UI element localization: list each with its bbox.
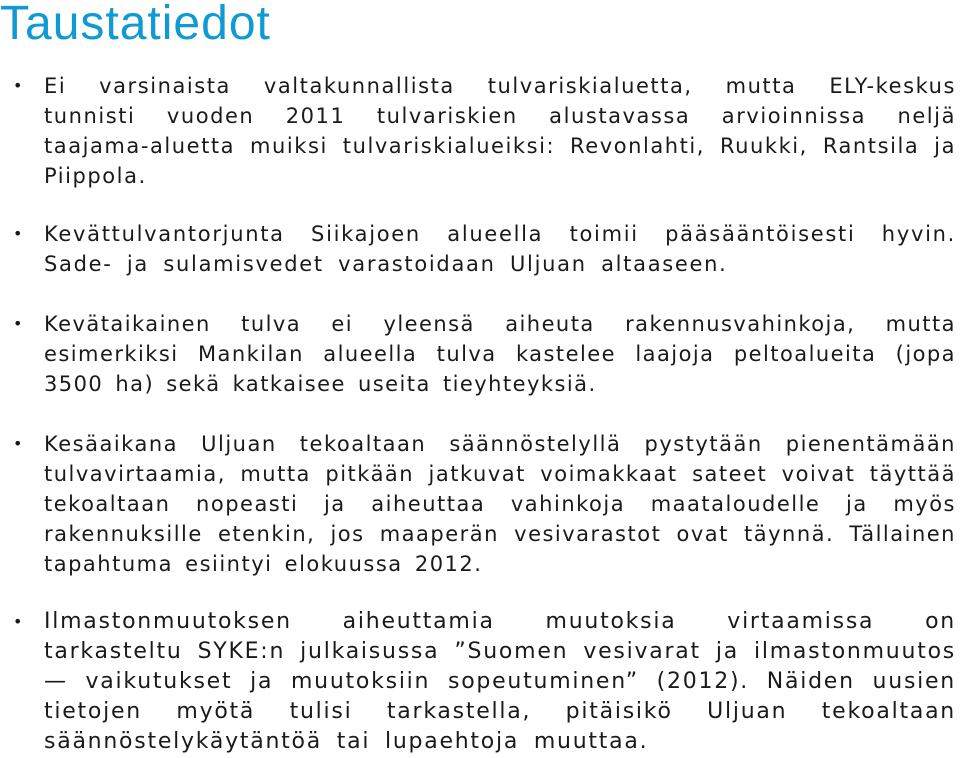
- bullet-dot-icon: •: [13, 76, 24, 95]
- bullet-item: [13, 71, 956, 191]
- bullet-dot-icon: •: [13, 434, 24, 453]
- bullet-text: Ei varsinaista valtakunnallista tulvariskialuetta, mutta ELY-keskus tunnisti vuoden 2011 tulvariskien alustavassa arvioinnissa neljä taajama-aluetta muiksi tulvariskialueiksi: Revonlahti, Ruukki, Rantsila ja Piippola.: [44, 74, 956, 188]
- bullet-text: Kevätaikainen tulva ei yleensä aiheuta rakennusvahinkoja, mutta esimerkiksi Mankilan alueella tulva kastelee laajoja peltoalueita (jopa 3500 ha) sekä katkaisee useita tieyhteyksiä.: [44, 312, 956, 396]
- bullet-text: Kevättulvantorjunta Siikajoen alueella toimii pääsääntöisesti hyvin. Sade- ja sulamisvedet varastoidaan Uljuan altaaseen.: [44, 222, 956, 276]
- bullet-item: [13, 429, 956, 579]
- bullet-item: [13, 607, 956, 757]
- bullet-dot-icon: •: [13, 314, 24, 333]
- bullet-text: Kesäaikana Uljuan tekoaltaan säännöstelyllä pystytään pienentämään tulvavirtaamia, mutta pitkään jatkuvat voimakkaat sateet voivat täyttää tekoaltaan nopeasti ja aiheuttaa vahinkoja maataloudelle ja myös rakennuksille etenkin, jos maaperän vesivarastot ovat täynnä. Tällainen tapahtuma esiintyi elokuussa 2012.: [44, 432, 956, 576]
- bullet-dot-icon: •: [13, 612, 25, 631]
- page-title: Taustatiedot: [0, 0, 271, 50]
- bullet-item: [13, 219, 956, 279]
- bullet-item: [13, 309, 956, 399]
- bullet-dot-icon: •: [13, 224, 25, 243]
- bullet-text: Ilmastonmuutoksen aiheuttamia muutoksia virtaamissa on tarkasteltu SYKE:n julkaisussa ”Suomen vesivarat ja ilmastonmuutos — vaikutukset ja muutoksiin sopeutuminen” (2012). Näiden uusien tietojen myötä tulisi tarkastella, pitäisikö Uljuan tekoaltaan säännöstelykäytäntöä tai lupaehtoja muuttaa.: [44, 609, 956, 754]
